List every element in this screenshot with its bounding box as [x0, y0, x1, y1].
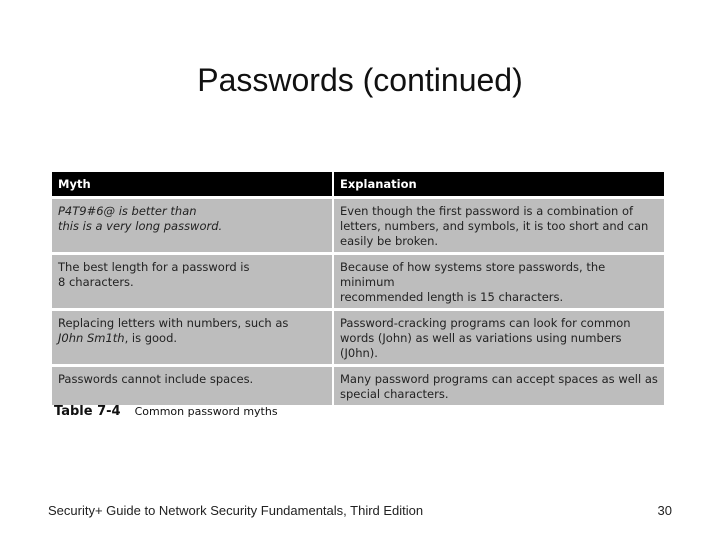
table-header-row	[52, 172, 664, 196]
table-caption-text: Common password myths	[134, 405, 278, 418]
table-row	[52, 367, 664, 405]
explanation-cell	[334, 311, 664, 364]
table-row	[52, 311, 664, 364]
table-row	[52, 199, 664, 252]
myth-cell	[52, 199, 332, 252]
explanation-cell	[334, 255, 664, 308]
explanation-line: (J0hn).	[340, 346, 378, 360]
explanation-line: Even though the first password is a combination of	[340, 204, 634, 218]
explanation-line: easily be broken.	[340, 234, 439, 248]
myth-line: this is a very long password.	[58, 219, 223, 233]
myth-cell	[52, 367, 332, 405]
table-caption-label: Table 7-4	[54, 404, 121, 419]
explanation-cell	[334, 367, 664, 405]
myth-line: P4T9#6@ is better than	[58, 204, 197, 218]
explanation-line: letters, numbers, and symbols, it is too short and can	[340, 219, 649, 233]
explanation-line: words (John) as well as variations using numbers	[340, 331, 622, 345]
table-caption	[54, 404, 278, 419]
myths-table	[50, 169, 666, 408]
myth-cell	[52, 255, 332, 308]
myth-italic-example: J0hn Sm1th	[58, 331, 125, 345]
explanation-line: recommended length is 15 characters.	[340, 290, 564, 304]
page-number: 30	[657, 503, 672, 518]
explanation-line: Password-cracking programs can look for common	[340, 316, 631, 330]
myth-line: The best length for a password is	[58, 260, 250, 274]
table-row	[52, 255, 664, 308]
explanation-line: Because of how systems store passwords, the minimum	[340, 260, 606, 289]
explanation-cell	[334, 199, 664, 252]
explanation-line: special characters.	[340, 387, 449, 401]
slide-footer: Security+ Guide to Network Security Fundamentals, Third Edition	[48, 503, 424, 518]
column-header-explanation: Explanation	[334, 172, 664, 196]
myths-table-container	[52, 171, 666, 401]
explanation-line: Many password programs can accept spaces as well as	[340, 372, 658, 386]
column-header-myth: Myth	[52, 172, 332, 196]
myth-line: Replacing letters with numbers, such as	[58, 316, 289, 330]
slide-title: Passwords (continued)	[197, 62, 523, 98]
myth-cell	[52, 311, 332, 364]
myth-line: Passwords cannot include spaces.	[58, 372, 254, 386]
myth-line: , is good.	[124, 331, 178, 345]
myth-line: 8 characters.	[58, 275, 134, 289]
